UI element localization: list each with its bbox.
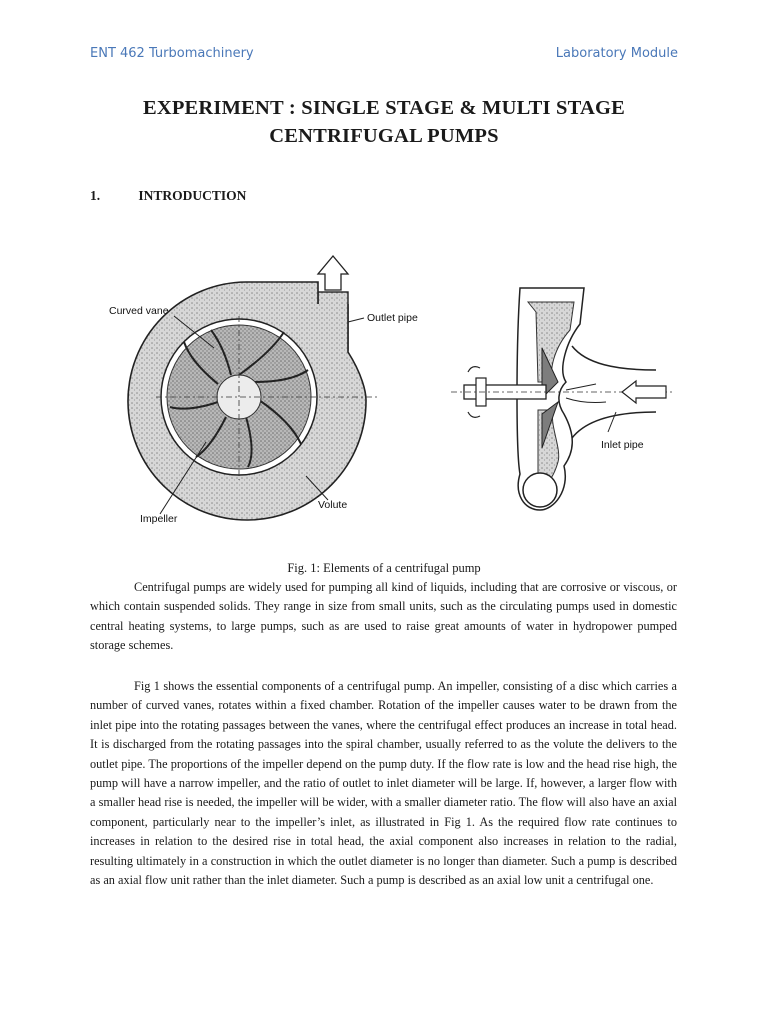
pump-figure (96, 252, 684, 540)
title-line-1: EXPERIMENT : SINGLE STAGE & MULTI STAGE (142, 97, 626, 119)
label-inlet-pipe: Inlet pipe (601, 439, 644, 451)
section-number: 1. (90, 188, 101, 203)
section-title: INTRODUCTION (138, 188, 247, 203)
body-paragraph-2: Fig 1 shows the essential components of a centrifugal pump. An impeller, consisting of a disc which carries a number of curved vanes, rotates within a fixed chamber. Rotation of the impeller causes water to be drawn from the inlet pipe into the rotating passages between the vanes, where the centrifugal effect produces an increase in total head. It is discharged from the rotating passages into the spiral chamber, usually referred to as the volute the delivers to the outlet pipe. The proportions of the impeller depend on the pump duty. If the flow rate is low and the head rise high, the pump will have a narrow impeller, and the ratio of outlet to inlet diameter will be large. If, however, a larger flow with a smaller head rise is needed, the impeller will be wider, with a smaller diameter ratio. The flow will also have an axial component, particularly near to the impeller’s inlet, as illustrated in Fig 1. As the required flow rate continues to increases in relation to the desired rise in total head, the axial component also increases in relation to the radial, resulting ultimately in a construction in which the outlet diameter is no longer than diameter. Such a pump is described as an axial flow unit rather than the inlet diameter. Such a pump is described as an axial low unit a centrifugal one. (90, 679, 677, 888)
label-volute: Volute (318, 499, 348, 511)
page-header (90, 46, 678, 68)
pump-diagram (96, 252, 684, 540)
section-heading (90, 188, 246, 204)
label-curved-vane: Curved vane (109, 305, 169, 317)
label-impeller: Impeller (140, 513, 178, 525)
body-paragraph-1: Centrifugal pumps are widely used for pumping all kind of liquids, including that are corrosive or viscous, or which contain suspended solids. They range in size from small units, such as the circulating pumps used in domestic central heating systems, to large pumps, such as are used to raise great amounts of water in hydropower pumped storage schemes. (90, 580, 677, 653)
title-line-2: CENTRIFUGAL PUMPS (269, 125, 499, 147)
document-title (60, 94, 708, 150)
label-outlet-pipe: Outlet pipe (367, 312, 418, 324)
figure-caption: Fig. 1: Elements of a centrifugal pump (287, 561, 481, 575)
module-name: Laboratory Module (555, 46, 678, 61)
side-section-view (451, 288, 674, 510)
course-name: ENT 462 Turbomachinery (90, 46, 254, 61)
